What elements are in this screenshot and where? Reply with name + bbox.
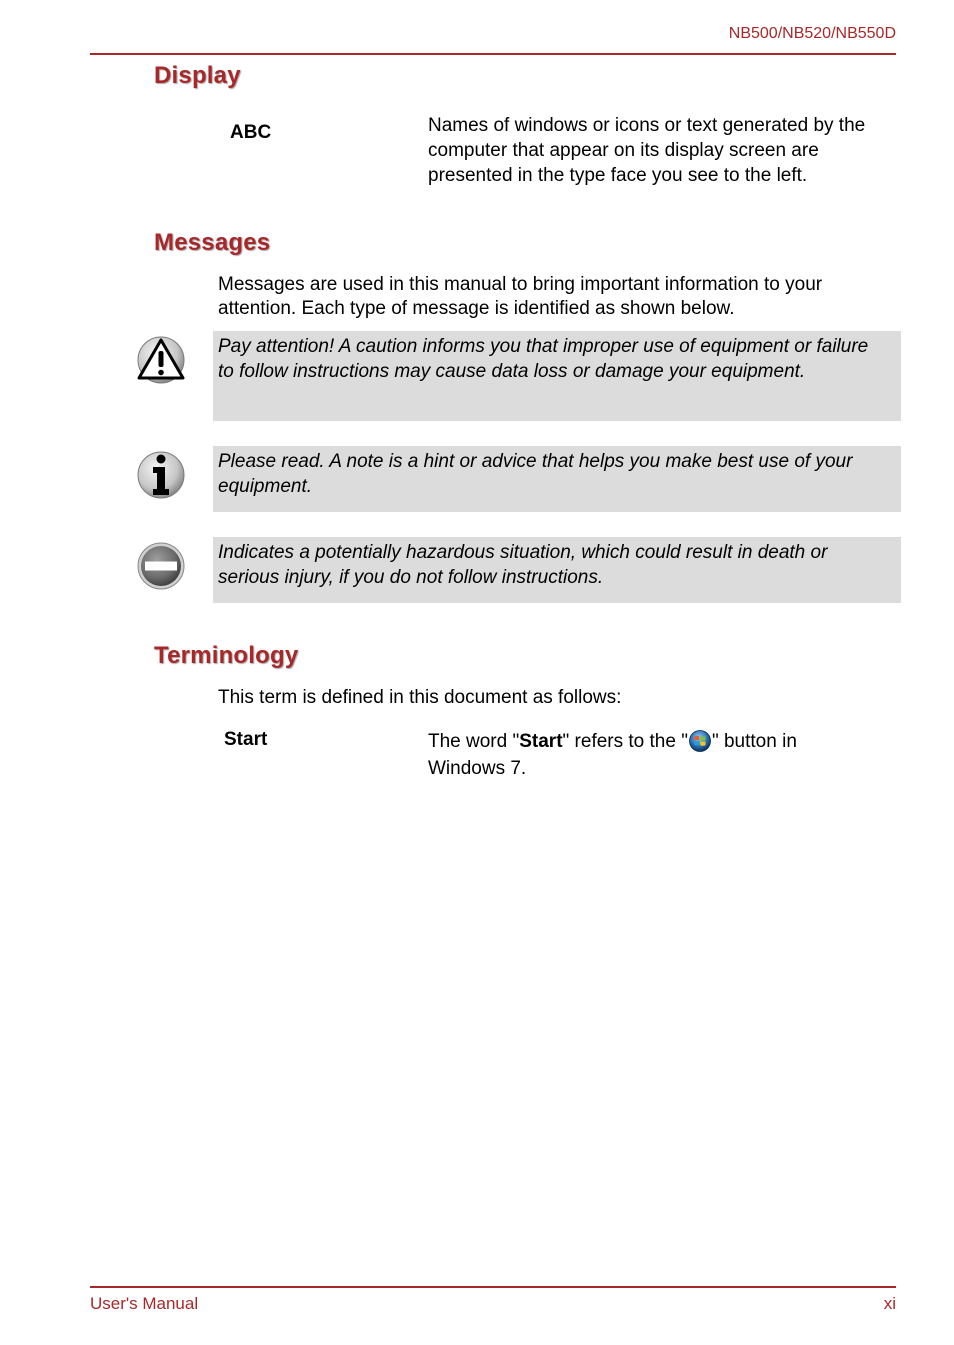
terminology-term: Start <box>224 729 268 750</box>
header-rule <box>90 53 896 55</box>
terminology-heading: Terminology <box>154 642 299 669</box>
footer-rule <box>90 1286 896 1288</box>
display-heading: Display <box>154 62 241 89</box>
display-description: Names of windows or icons or text generated by the computer that appear on its display screen are presented in the type face you see to the left. <box>428 115 866 186</box>
header-model: NB500/NB520/NB550D <box>728 25 896 42</box>
terminology-description <box>428 728 848 782</box>
caution-triangle-icon <box>136 335 186 385</box>
display-term: ABC <box>230 122 272 143</box>
windows-start-icon <box>689 730 711 752</box>
messages-heading: Messages <box>154 229 271 256</box>
terminology-desc-part2: " refers to the " <box>562 731 688 752</box>
terminology-intro: This term is defined in this document as follows: <box>218 687 622 708</box>
note-message: Please read. A note is a hint or advice that helps you make best use of your equipment. <box>213 446 901 512</box>
caution-message: Pay attention! A caution informs you that improper use of equipment or failure to follow instructions may cause data loss or damage your equipment. <box>213 331 901 421</box>
terminology-desc-part3: " button in Windows 7. <box>428 731 797 779</box>
terminology-desc-bold: Start <box>519 731 563 752</box>
warning-message: Indicates a potentially hazardous situation, which could result in death or serious injury, if you do not follow instructions. <box>213 537 901 603</box>
terminology-desc-part1: The word " <box>428 731 520 752</box>
footer-manual-title: User's Manual <box>90 1294 199 1313</box>
page-number: xi <box>883 1294 896 1313</box>
no-entry-icon <box>136 541 186 591</box>
messages-intro: Messages are used in this manual to bring important information to your attention. Each type of message is identified as shown below. <box>218 274 823 319</box>
info-icon <box>136 450 186 500</box>
